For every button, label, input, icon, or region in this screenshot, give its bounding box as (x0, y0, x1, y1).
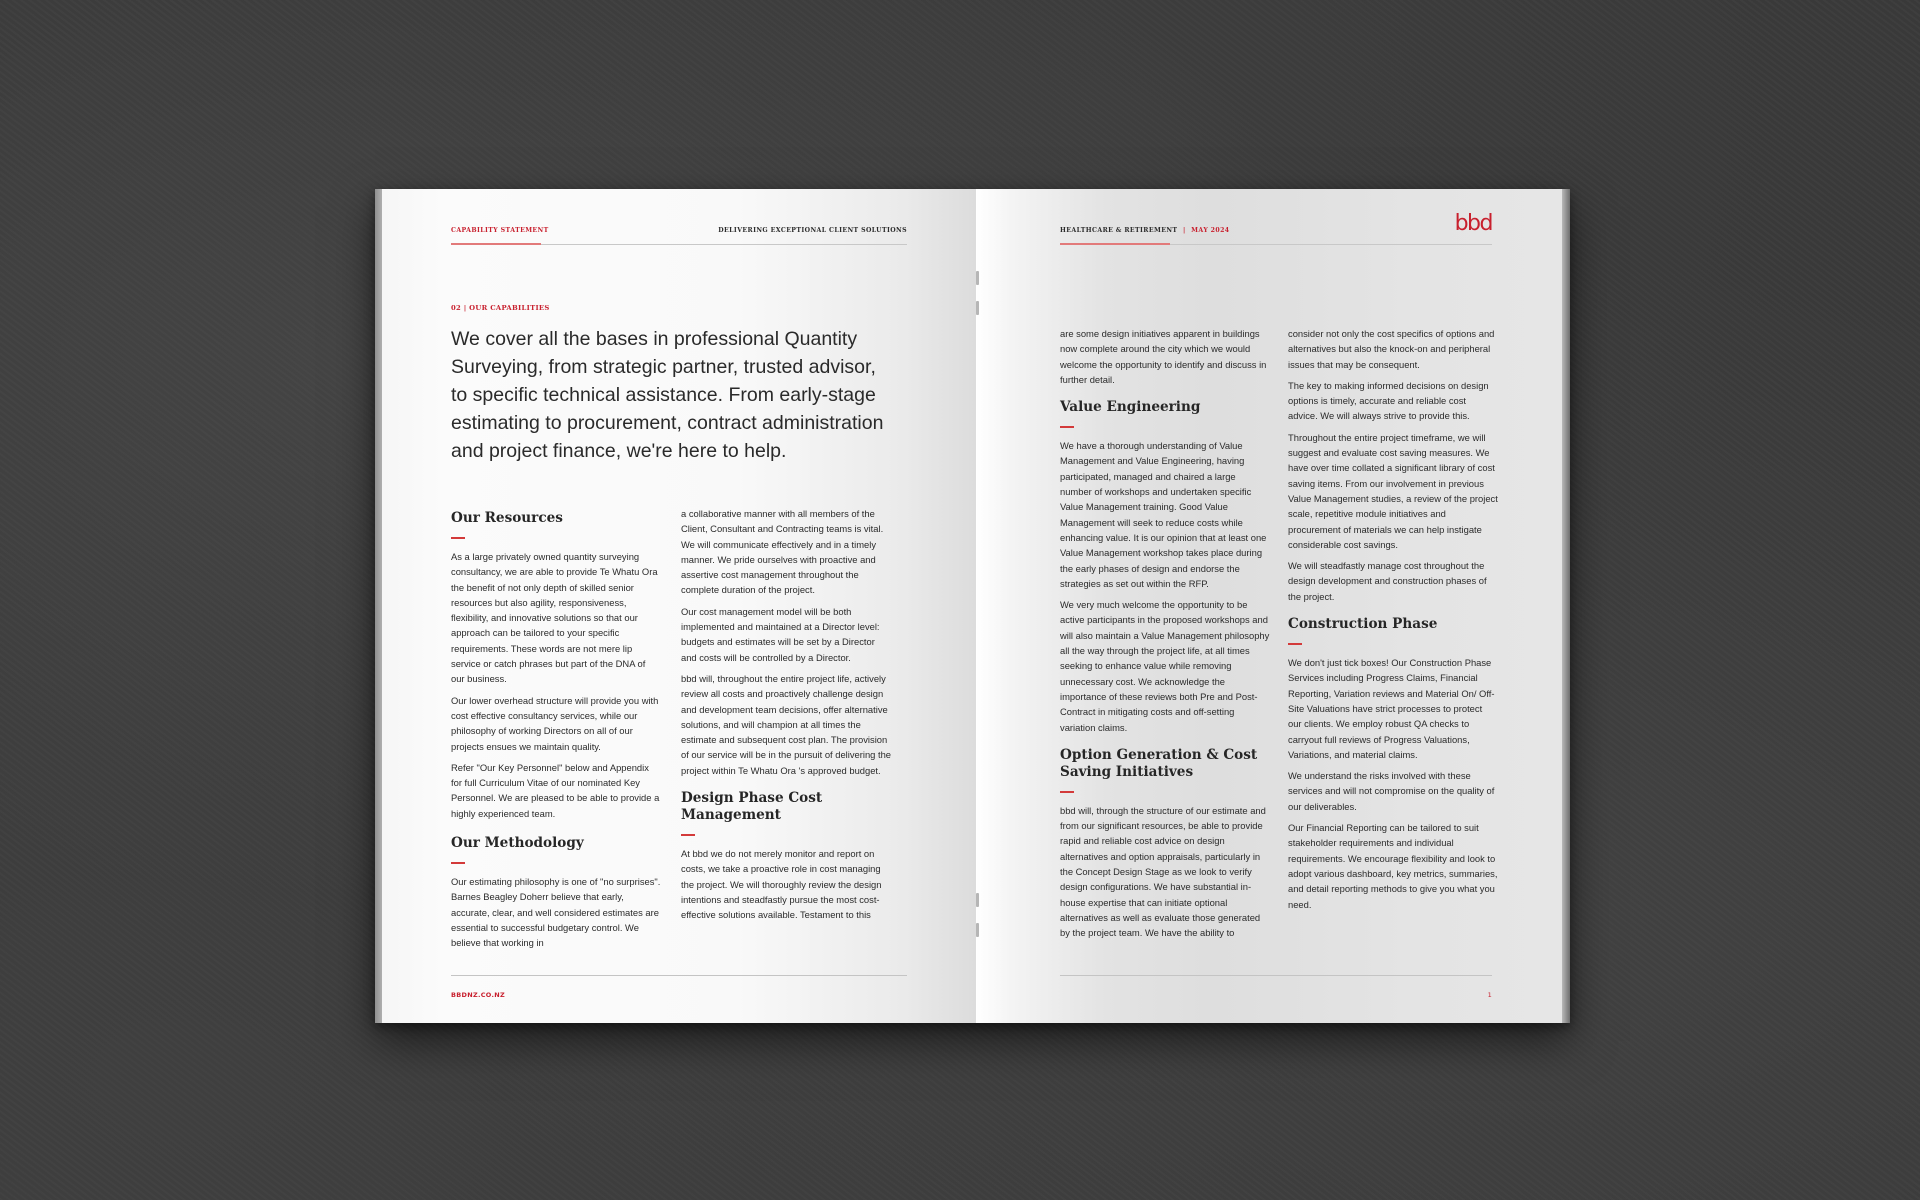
page-stack-edge-right (1562, 189, 1570, 1023)
paragraph: a collaborative manner with all members of the Client, Consultant and Contracting teams is vital. We will communicate effectively and in a timely manner. We pride ourselves with proactive and assertive cost management throughout the complete duration of the project. (681, 508, 884, 596)
paragraph: We will steadfastly manage cost throughout the design development and construction phases of the project. (1288, 560, 1487, 602)
paragraph: Our Financial Reporting can be tailored to suit stakeholder requirements and individual requirements. We encourage flexibility and look to adopt various dashboard, key metrics, summaries, and detail reporting methods to give you what you need. (1288, 822, 1498, 910)
header-document-title: CAPABILITY STATEMENT (451, 227, 549, 234)
header-tagline: DELIVERING EXCEPTIONAL CLIENT SOLUTIONS (718, 227, 907, 234)
paragraph: Our cost management model will be both implemented and maintained at a Director level: budgets and estimates will be set by a Director and costs will be controlled by a Director. (681, 605, 880, 663)
footer-divider (1060, 975, 1492, 976)
right-page (976, 189, 1562, 1023)
paragraph: consider not only the cost specifics of options and alternatives but also the knock-on and peripheral issues that may be consequent. (1288, 328, 1495, 370)
paragraph: Throughout the entire project timeframe, we will suggest and evaluate cost saving measures. We have over time collated a significant library of cost saving items. From our involvement in previous Value Management studies, a review of the project scale, repetitive module initiatives and procurement of materials we can help instigate considerable cost savings. (1288, 431, 1498, 550)
right-page-column-2 (1288, 326, 1498, 918)
header-divider-accent (451, 243, 541, 245)
paragraph: The key to making informed decisions on design options is timely, accurate and reliable cost advice. We will always strive to provide this. (1288, 379, 1489, 422)
staple-mark (976, 923, 979, 937)
left-page-column-1 (451, 510, 661, 957)
paragraph: Our lower overhead structure will provide you with cost effective consultancy services, while our philosophy of working Directors on all of our projects ensues we maintain quality. (451, 694, 659, 752)
paragraph: bbd will, through the structure of our estimate and from our significant resources, be able to provide rapid and reliable cost advice on design alternatives and option appraisals, particularly in the Concept Design Stage as we look to verify design configurations. We have substantial in-house expertise that can initiate optional alternatives as well as evaluate those generated by the project team. We have the ability to (1060, 804, 1266, 939)
right-page-column-1 (1060, 326, 1270, 947)
paragraph: We don't just tick boxes! Our Construction Phase Services including Progress Claims, Financial Reporting, Variation reviews and Material On/ Off-Site Valuations have strict processes to protect our clients. We employ robust QA checks to carryout full reviews of Progress Valuations, Variations, and material claims. (1288, 657, 1495, 760)
staple-mark (976, 271, 979, 285)
heading-accent-rule (1060, 426, 1074, 428)
lead-paragraph: We cover all the bases in professional Quantity Surveying, from strategic partner, trusted advisor, to specific technical assistance. From early-stage estimating to procurement, contract administration and project finance, we're here to help. (451, 328, 884, 462)
heading-accent-rule (1288, 643, 1302, 645)
left-page (382, 189, 976, 1023)
heading-accent-rule (451, 862, 465, 864)
page-number: 1 (1487, 991, 1492, 999)
heading-accent-rule (681, 834, 695, 836)
bbd-logo: bbd (1454, 211, 1492, 236)
heading-accent-rule (1060, 791, 1074, 793)
footer-divider (451, 975, 907, 976)
header-date: MAY 2024 (1191, 227, 1230, 234)
heading-option-generation: Option Generation & Cost Saving Initiatives (1060, 746, 1258, 780)
paragraph: As a large privately owned quantity surveying consultancy, we are able to provide Te Whatu Ora the benefit of not only depth of skilled senior resources but also agility, responsiveness, flexibility, and innovative solutions so that our approach can be tailored to your specific requirements. These words are not mere lip service or catch phrases but part of the DNA of our business. (451, 551, 658, 685)
left-page-column-2 (681, 506, 893, 929)
header-divider-accent (1060, 243, 1170, 245)
footer-website: BBDNZ.CO.NZ (451, 991, 506, 999)
heading-value-engineering: Value Engineering (1060, 399, 1201, 416)
heading-our-resources: Our Resources (451, 510, 563, 526)
header-document-subject (1060, 227, 1230, 234)
paragraph: Refer "Our Key Personnel" below and Appendix for full Curriculum Vitae of our nominated Key Personnel. We are pleased to be able to provide a highly experienced team. (451, 761, 660, 819)
staple-mark (976, 893, 979, 907)
header-separator: | (1182, 227, 1186, 234)
paragraph: are some design initiatives apparent in buildings now complete around the city which we would welcome the opportunity to identify and discuss in further detail. (1060, 328, 1267, 385)
heading-construction-phase: Construction Phase (1288, 616, 1438, 633)
paragraph: We very much welcome the opportunity to be active participants in the proposed workshops and will also maintain a Value Management philosophy all the way through the project life, at all times seeking to enhance value while removing unnecessary cost. We acknowledge the importance of these reviews both Pre and Post-Contract in mitigating costs and off-setting variation claims. (1060, 599, 1270, 733)
heading-design-phase-cost-management: Design Phase Cost Management (681, 790, 823, 824)
header-subject-text: HEALTHCARE & RETIREMENT (1060, 227, 1178, 234)
paragraph: We have a thorough understanding of Value Management and Value Engineering, having participated, managed and chaired a large number of workshops and undertaken specific Value Management training. Good Value Management will seek to reduce costs while enhancing value. It is our opinion that at least one Value Management workshop takes place during the early phases of design and endorse the strategies as set out within the RFP. (1060, 440, 1267, 589)
paragraph: At bbd we do not merely monitor and report on costs, we take a proactive role in cost managing the project. We will thoroughly review the design intentions and steadfastly pursue the most cost-effective solutions available. Testament to this (681, 848, 882, 921)
paragraph: bbd will, throughout the entire project life, actively review all costs and proactively challenge design and development team decisions, offer alternative solutions, and will champion at all times the estimate and subsequent cost plan. The provision of our service will be in the pursuit of delivering the project within Te Whatu Ora 's approved budget. (681, 672, 892, 776)
paragraph: We understand the risks involved with these services and will not compromise on the quality of our deliverables. (1288, 770, 1495, 812)
heading-accent-rule (451, 537, 465, 539)
paragraph: Our estimating philosophy is one of "no surprises". Barnes Beagley Doherr believe that early, accurate, clear, and well considered estimates are essential to successful budgetary control. We believe that working in (451, 876, 661, 949)
section-label: 02 | OUR CAPABILITIES (451, 304, 550, 312)
staple-mark (976, 301, 979, 315)
heading-our-methodology: Our Methodology (451, 835, 584, 852)
